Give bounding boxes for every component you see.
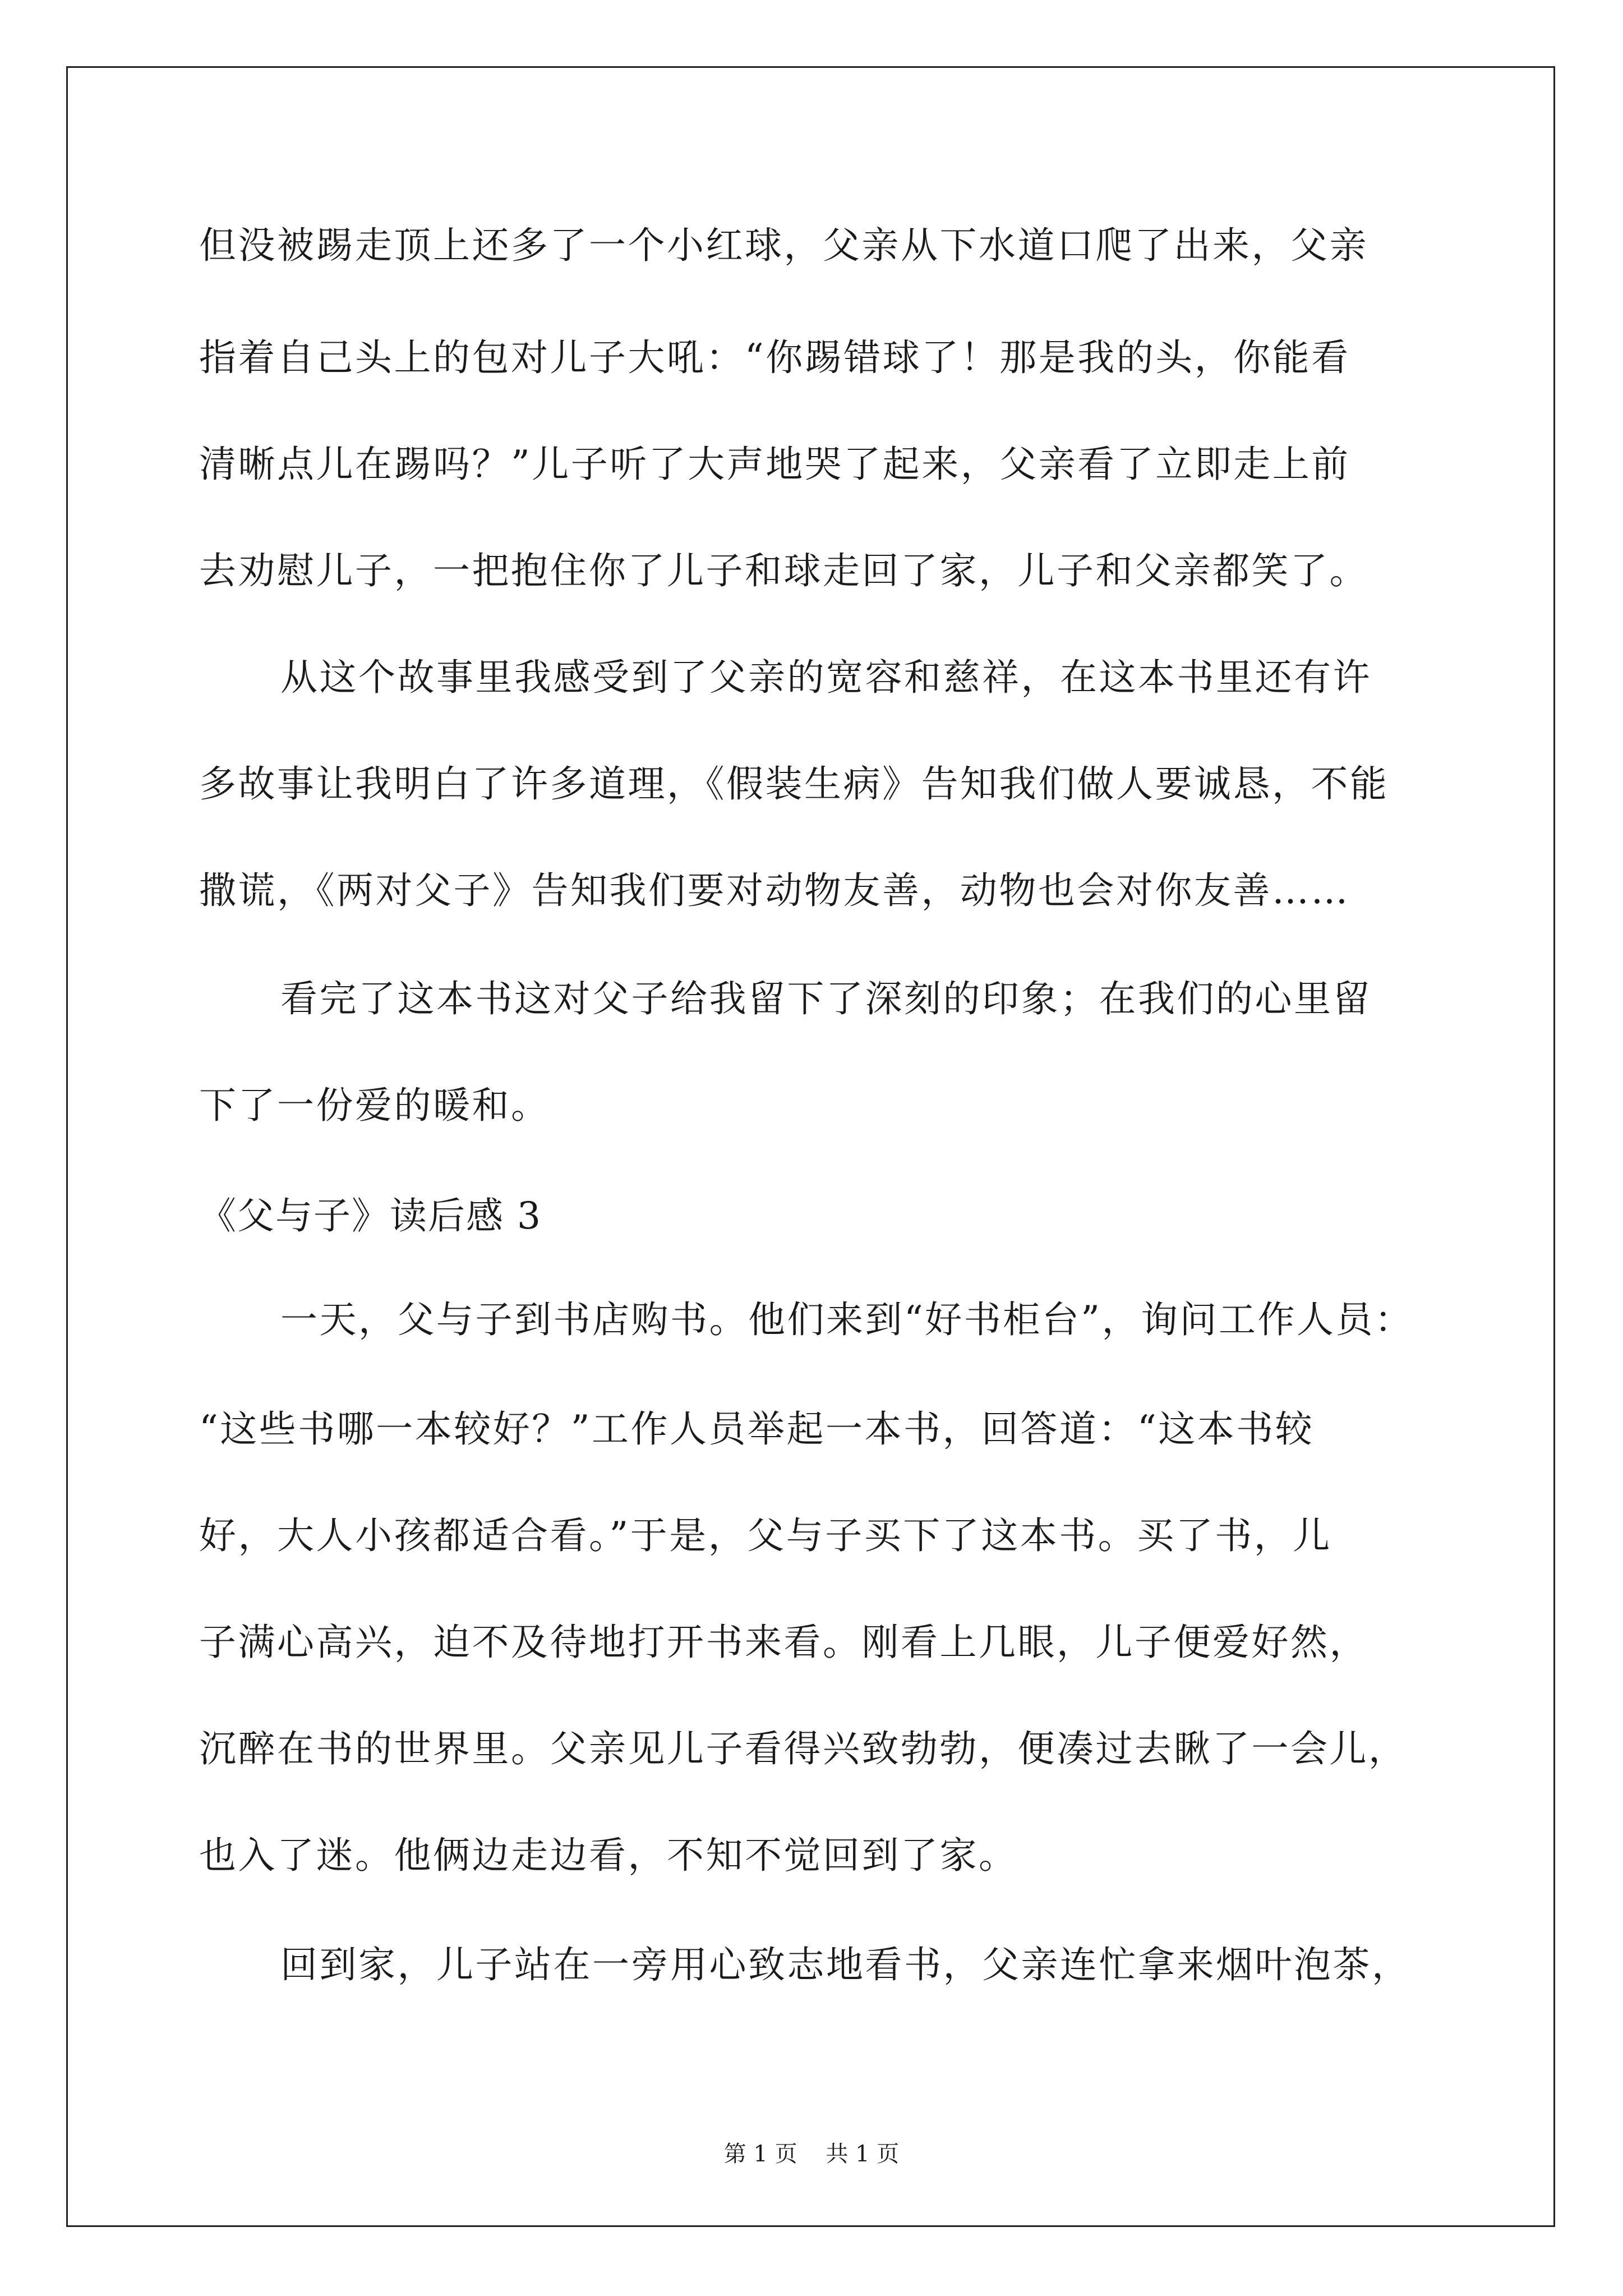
paragraph-line: 好，大人小孩都适合看。”于是，父与子买下了这本书。买了书，儿 <box>199 1514 1332 1557</box>
paragraph-line: 也入了迷。他俩边走边看，不知不觉回到了家。 <box>199 1834 1018 1877</box>
paragraph-line: 多故事让我明白了许多道理，《假装生病》告知我们做人要诚恳，不能 <box>199 762 1389 806</box>
section-heading: 《父与子》读后感 3 <box>199 1194 542 1237</box>
page-border <box>66 66 1555 2227</box>
paragraph-line: 清晰点儿在踢吗？”儿子听了大声地哭了起来，父亲看了立即走上前 <box>199 443 1350 486</box>
paragraph-line: 去劝慰儿子，一把抱住你了儿子和球走回了家，儿子和父亲都笑了。 <box>199 549 1368 592</box>
paragraph-line: 子满心高兴，迫不及待地打开书来看。刚看上几眼，儿子便爱好然， <box>199 1621 1368 1664</box>
paragraph-line: “这些书哪一本较好？”工作人员举起一本书，回答道：“这本书较 <box>199 1407 1315 1451</box>
paragraph-line: 一天，父与子到书店购书。他们来到“好书柜台”，询问工作人员： <box>280 1298 1414 1341</box>
paragraph-line: 但没被踢走顶上还多了一个小红球，父亲从下水道口爬了出来，父亲 <box>199 224 1368 267</box>
paragraph-line: 看完了这本书这对父子给我留下了深刻的印象；在我们的心里留 <box>280 977 1372 1020</box>
paragraph-line: 撒谎，《两对父子》告知我们要对动物友善，动物也会对你友善…… <box>199 869 1350 912</box>
page-footer: 第 1 页 共 1 页 <box>723 2141 900 2167</box>
paragraph-line: 沉醉在书的世界里。父亲见儿子看得兴致勃勃，便凑过去瞅了一会儿， <box>199 1727 1408 1770</box>
paragraph-line: 从这个故事里我感受到了父亲的宽容和慈祥，在这本书里还有许 <box>280 656 1372 699</box>
paragraph-line: 回到家，儿子站在一旁用心致志地看书，父亲连忙拿来烟叶泡茶， <box>280 1943 1411 1986</box>
paragraph-line: 指着自己头上的包对儿子大吼：“你踢错球了！那是我的头，你能看 <box>199 336 1350 379</box>
paragraph-line: 下了一份爱的暖和。 <box>199 1084 550 1127</box>
